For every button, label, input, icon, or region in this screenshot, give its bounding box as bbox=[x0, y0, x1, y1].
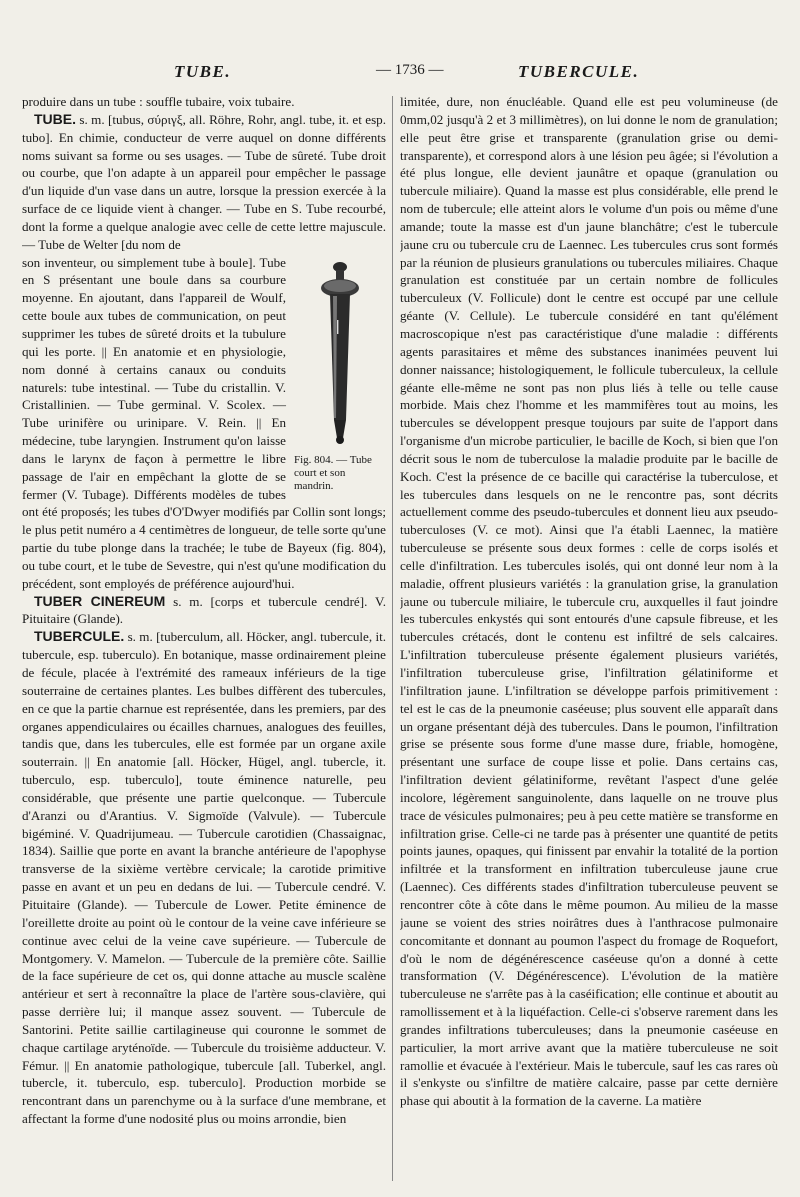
figure-caption: Fig. 804. — Tube court et son mandrin. bbox=[294, 453, 372, 492]
entry-tubercule-continued: limitée, dure, non énucléable. Quand elle est peu volumineuse (de 0mm,02 jusqu'à 2 et 3 millimètres), on lui donne le nom de granulation; elle peut être grise et transparente (granulation grise ou demi-transparente), et correspond alors à une lésion peu âgée; si l'évolution a été plus longue, elle devient jaunâtre et opaque (granulation ou tubercule miliaire). Quand la masse est plus considérable, elle prend le nom de tubercule; elle atteint alors le volume d'un pois ou même d'une amande; toute la masse est d'un jaune blanchâtre; c'est le tubercule jaune cru ou tubercule cru de Laennec. Les tubercules crus sont formés par la réunion de plusieurs granulations ou tubercules miliaires. Chaque granulation est constituée par un certain nombre de follicules tuberculeux (V. Follicule) dont le centre est occupé par une cellule géante (V. Cellule). Le tubercule considéré en tant qu'élément macroscopique n'est pas caractéristique d'une maladie : différents agents parasitaires et même des substances inanimées peuvent lui donner naissance; histologiquement, le follicule tuberculeux, la cellule géante elle-même ne sont pas non plus liés à telle ou telle cause morbide. Mais chez l'homme et les mammifères tout au moins, les tubercules se développent presque toujours par suite de l'apport dans l'organisme d'un microbe particulier, le bacille de Koch, si bien que l'on décrit sous le nom de tuberculose la maladie produite par le bacille de Koch. C'est la présence de ce bacille qui caractérise la tuberculose, et les tubercules dans lesquels on ne le rencontre pas, sont décrits actuellement comme des pseudo-tubercules et donnent lieu aux pseudo-tuberculoses (V. ce mot). Ainsi que l'a établi Laennec, la matière tuberculeuse se présente sous deux formes : celle de corps isolés et celle d'infiltration. Les tubercules isolés, qui ont donné leur nom à la maladie, offrent plusieurs variétés : la granulation grise, la granulation jaune ou tubercule miliaire, le tubercule cru, auxquelles il faut joindre les tubercules enkystés qui sont entourés d'une capsule fibreuse, et les tubercules crétacés, dont le contenu est infiltré de sels calcaires. L'infiltration tuberculeuse présente également plusieurs variétés, l'infiltration tuberculeuse grise, l'infiltration gélatiniforme et l'infiltration jaune. L'infiltration se développe parfois primitivement : tel est le cas de la pneumonie caséeuse; plus souvent elle apparaît dans un organe présentant déjà des tubercules. Dans le poumon, l'infiltration grise se présente sous forme d'une masse dure, friable, homogène, présentant une surface de coupe lisse et polie. Dans certains cas, l'infiltration devient gélatiniforme, revêtant l'aspect d'une gelée incolore, légèrement sanguinolente, dans laquelle on ne trouve plus trace de vésicules pulmonaires; peu à peu cette matière se transforme en infiltration grise. Celle-ci ne tarde pas à présenter une quantité de petits points jaunes, opaques, qui finissent par envahir la totalité de la portion infiltrée et la transforment en infiltration tuberculeuse jaune crue (Laennec). Ces différents stades d'infiltration tuberculeuse peuvent se rencontrer côte à côte dans le même poumon. Au milieu de la masse jaune se voient des stries noirâtres dues à l'anthracose pulmonaire concomitante et donnant au poumon l'aspect du fromage de Roquefort, d'où le nom de dégénérescence caséeuse qu'on a donné à cette transformation (V. Dégénérescence). L'évolution de la matière tuberculeuse ne s'arrête pas à la caséification; elle continue et aboutit au ramollissement et à la liquéfaction. Celle-ci s'observe rarement dans les grandes infiltrations tuberculeuses; dans la pneumonie caséeuse en particulier, la mort arrive avant que la matière tuberculeuse ne soit ramollie et évacuée à l'extérieur. Mais le tubercule, sauf les cas rares où il s'enkyste ou s'infiltre de matière calcaire, passe par cette dernière phase qui aboutit à la formation de la caverne. La matière bbox=[400, 94, 778, 1109]
headword-tuber-cinereum: TUBER CINEREUM bbox=[34, 592, 166, 609]
headword-tube: TUBE. bbox=[34, 110, 76, 127]
entry-tubercule-text: s. m. [tuberculum, all. Höcker, angl. tubercule, it. tubercule, esp. tuberculo). En botanique, masse ordinairement pleine de fécule, placée à l'extrémité des rameaux inférieurs de la tige souterraine de certaines plantes. Les bulbes diffèrent des tubercules, en ce que la partie charnue est représentée, dans les premiers, par des organes appendiculaires ou écailles charnues, analogues des feuilles, tandis que, dans les tubercules, elle est formée par un organe axile souterrain. || En anatomie [all. Höcker, Hügel, angl. tubercle, it. tuberculo, esp. tuberculo], toute éminence naturelle, peu considérable, que présente une partie quelconque. — Tubercule d'Aranzi ou d'Arantius. V. Sigmoïde (Valvule). — Tubercule bigéminé. V. Quadrijumeau. — Tubercule carotidien (Chassaignac, 1834). Saillie que porte en avant la branche antérieure de l'apophyse transverse de la sixième vertèbre cervicale; la carotide primitive passe en avant et un peu en dedans de lui. — Tubercule cendré. V. Pituitaire (Glande). — Tubercule de Lower. Petite éminence de l'oreillette droite au point où le contour de la veine cave inférieure se continue avec celui de la veine cave supérieure. — Tubercule de Montgomery. V. Mamelon. — Tubercule de la première côte. Saillie de la face supérieure de cet os, qui donne attache au muscle scalène antérieur et sert à reconnaître la place de l'artère sous-clavière, qui passe derrière lui; il manque assez souvent. — Tubercule de Santorini. Petite saillie cartilagineuse qui couronne le sommet de chaque cartilage aryténoïde. — Tubercule du troisième adducteur. V. Fémur. || En anatomie pathologique, tubercule [all. Tuberkel, angl. tubercle, it. tuberculo, esp. tuberculo]. Production morbide se rencontrant dans un parenchyme ou à la surface d'une membrane, et affectant la forme d'une nodosité plus ou moins arrondie, bien bbox=[22, 629, 386, 1127]
figure-804 bbox=[294, 260, 386, 493]
continued-paragraph: produire dans un tube : souffle tubaire, voix tubaire. bbox=[22, 94, 295, 109]
entry-tube-part2: son inventeur, ou simplement tube à boule]. Tube en S présentant une boule dans sa courbure moyenne. En ajoutant, dans l'appareil de Woulf, cette boule aux tubes de communication, on peut supprimer les tubes de sûreté droits et la tubulure qui les porte. || En anatomie et en physiologie, nom donné à certains canaux ou conduits naturels: tube intestinal. — Tube du cristallin. V. Cristallinien. — Tube germinal. V. Scolex. — Tube urinifère ou urinipare. V. Rein. || En médecine, tube laryngien. Instrument qu'on laisse dans le larynx de façon à permettre le libre passage de l'air en empêchant la glotte de se fermer (V. Tubage). Différents modèles de tubes ont été proposés; les tubes d'O'Dwyer modifiés par Collin sont longs; le plus petit numéro a 4 centimètres de longueur, de telle sorte qu'une partie du tube plonge dans la trachée; le tube de Bayeux (fig. 804), ou tube court, et le tube de Sevestre, qui n'est qu'une modification du précédent, sont employés de préférence aujourd'hui. bbox=[22, 254, 386, 591]
page-number: — 1736 — bbox=[376, 62, 444, 78]
column-divider bbox=[392, 96, 393, 1181]
running-header bbox=[24, 62, 776, 84]
entry-tube-text-1: s. m. [tubus, σύριγξ, all. Röhre, Rohr, angl. tube, it. et esp. tubo]. En chimie, conducteur de verre auquel on donne différents noms suivant sa forme ou ses usages. — Tube de sûreté. Tube droit ou courbe, que l'on adapte à un appareil pour empêcher le passage d'un liquide d'un vase dans un autre, lorsque la pression exercée à la surface de ce liquide vient à changer. — Tube en S. Tube recourbé, dont la forme a quelque analogie avec celle de cette lettre majuscule. — Tube de Welter [du nom de bbox=[22, 111, 386, 252]
header-left-word: TUBE. bbox=[174, 62, 232, 81]
entry-tube-part1 bbox=[22, 111, 386, 254]
right-column bbox=[400, 93, 778, 1183]
entry-tuber-cinereum-text: s. m. [corps et tubercule cendré]. V. Pituitaire (Glande). bbox=[22, 593, 386, 627]
entry-tuber-cinereum bbox=[22, 593, 386, 629]
entry-tubercule bbox=[22, 628, 386, 1128]
tube-illustration bbox=[318, 260, 362, 450]
left-column bbox=[22, 93, 386, 1183]
header-right-word: TUBERCULE. bbox=[518, 62, 640, 81]
headword-tubercule: TUBERCULE. bbox=[34, 628, 125, 645]
